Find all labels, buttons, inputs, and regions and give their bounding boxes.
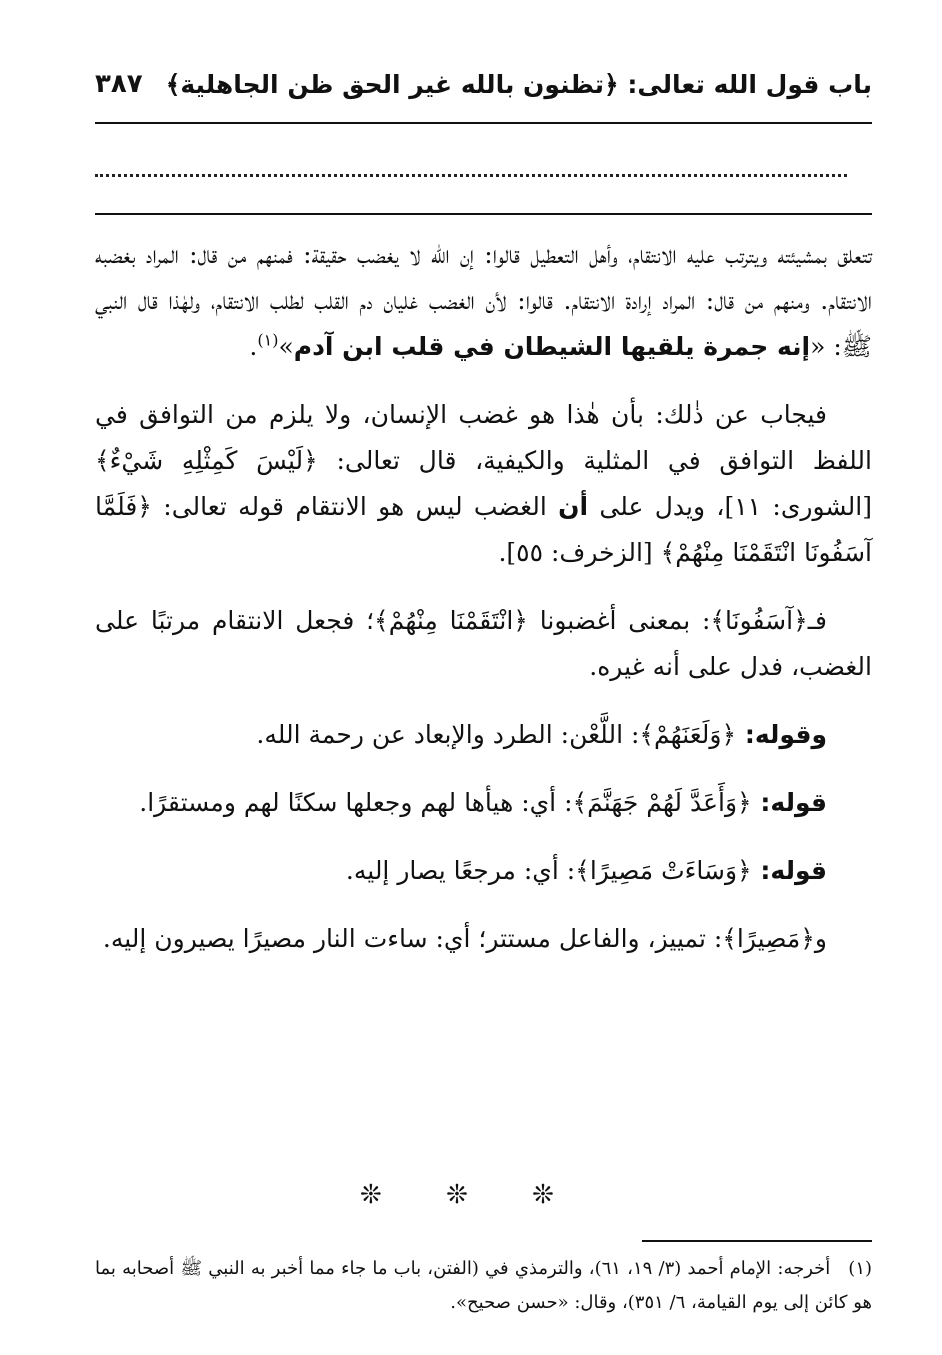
section-separator: ❊ ❊ ❊ bbox=[360, 1180, 582, 1210]
paragraph-3: فـ﴿آسَفُونَا﴾: بمعنى أغضبونا ﴿انْتَقَمْنَا مِنْهُمْ﴾؛ فجعل الانتقام مرتبًا على الغضب، فدل على أنه غيره. bbox=[95, 606, 872, 681]
header-rule bbox=[95, 122, 872, 124]
section-rule bbox=[95, 213, 872, 215]
footnote-number: (١) bbox=[848, 1258, 873, 1279]
paragraph-6: قوله: ﴿وَسَاءَتْ مَصِيرًا﴾: أي: مرجعًا يصار إليه. bbox=[345, 856, 827, 885]
footnote-ref: (١) bbox=[257, 330, 279, 350]
term-label: قوله: bbox=[751, 788, 827, 817]
page-number: ٣٨٧ bbox=[95, 69, 143, 99]
footnote-rule bbox=[642, 1240, 872, 1242]
term-label: قوله: bbox=[751, 856, 827, 885]
paragraph-7: و﴿مَصِيرًا﴾: تمييز، والفاعل مستتر؛ أي: ساءت النار مصيرًا يصيرون إليه. bbox=[102, 924, 827, 953]
chapter-title: باب قول الله تعالى: ﴿تظنون بالله غير الحق ظن الجاهلية﴾ bbox=[165, 69, 872, 99]
paragraph-2: فيجاب عن ذٰلك: بأن هٰذا هو غضب الإنسان، ولا يلزم من التوافق في اللفظ التوافق في المثلية والكيفية، قال تعالى: ﴿لَيْسَ كَمِثْلِهِ شَيْءٌ﴾ [الشورى: ١١]، ويدل على أن الغضب ليس هو الانتقام قوله تعالى: ﴿فَلَمَّا آسَفُونَا انْتَقَمْنَا مِنْهُمْ﴾ [الزخرف: ٥٥]. bbox=[95, 400, 872, 567]
body-text bbox=[95, 232, 872, 984]
footnote bbox=[95, 1252, 872, 1320]
running-header bbox=[95, 62, 872, 106]
paragraph-5: قوله: ﴿وَأَعَدَّ لَهُمْ جَهَنَّمَ﴾: أي: هيأها لهم وجعلها سكنًا لهم ومستقرًا. bbox=[139, 788, 827, 817]
paragraph-1: تتعلق بمشيئته ويترتب عليه الانتقام، وأهل التعطيل قالوا: إن الله لا يغضب حقيقة: فمنهم من قال: المراد بغضبه الانتقام. ومنهم من قال: المراد إرادة الانتقام. قالوا: لأن الغضب غليان دم القلب لطلب الانتقام، ولهٰذا قال النبي ﷺ: «إنه جمرة يلقيها الشيطان في قلب ابن آدم»$^{(١)}$. bbox=[95, 240, 872, 361]
term-label: وقوله: bbox=[736, 720, 827, 749]
footnote-text: أخرجه: الإمام أحمد (٣/ ١٩، ٦١)، والترمذي في (الفتن، باب ما جاء مما أخبر به النبي ﷺ أصحابه بما هو كائن إلى يوم القيامة، ٦/ ٣٥١)، وقال: «حسن صحيح». bbox=[95, 1258, 872, 1313]
hadith-quote: إنه جمرة يلقيها الشيطان في قلب ابن آدم bbox=[293, 332, 811, 361]
dotted-divider bbox=[95, 174, 847, 177]
paragraph-4: وقوله: ﴿وَلَعَنَهُمْ﴾: اللَّعْن: الطرد والإبعاد عن رحمة الله. bbox=[256, 720, 827, 749]
